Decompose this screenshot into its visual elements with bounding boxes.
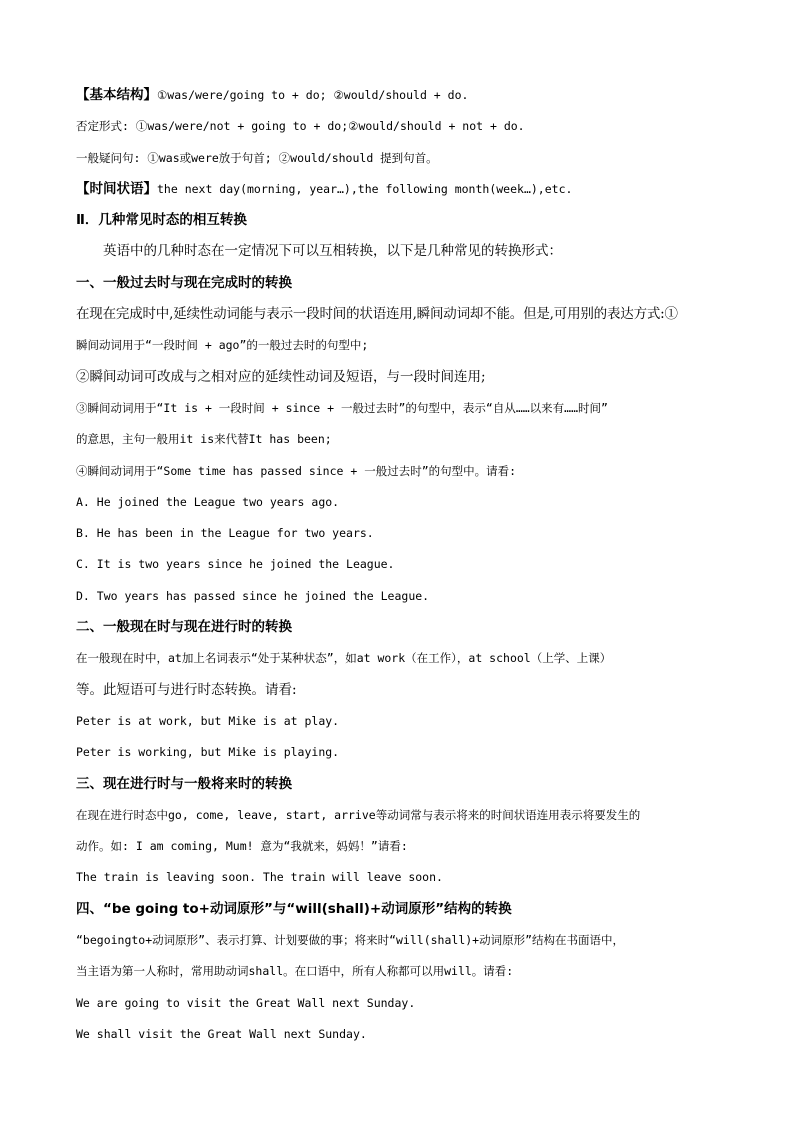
paragraph-3-line-1: 在现在进行时态中go, come, leave, start, arrive等动词常与表示将来的时间状语连用表示将要发生的	[76, 807, 641, 822]
paragraph-1-line-4: ③瞬间动词用于“It is + 一段时间 + since + 一般过去时”的句型中，表示“自从……以来有……时间”	[76, 400, 608, 415]
example-great-wall-1: We are going to visit the Great Wall next Sunday.	[76, 995, 416, 1010]
basic-structure-text: ①was/were/going to + do; ②would/should + do.	[157, 88, 469, 102]
subheading-3: 三、现在进行时与一般将来时的转换	[76, 775, 292, 792]
subheading-2: 二、一般现在时与现在进行时的转换	[76, 619, 292, 636]
time-adverbial-label: 【时间状语】	[76, 180, 157, 197]
basic-structure-label: 【基本结构】	[76, 87, 157, 103]
paragraph-2-line-2: 等。此短语可与进行时态转换。请看:	[76, 681, 297, 698]
example-b: B. He has been in the League for two years.	[76, 526, 374, 541]
document-page	[76, 80, 722, 1050]
subheading-4: 四、“be going to+动词原形”与“will(shall)+动词原形”结构的转换	[76, 900, 512, 917]
subheading-1: 一、一般过去时与现在完成时的转换	[76, 274, 292, 291]
time-adverbial-text: the next day(morning, year…),the following month(week…),etc.	[157, 181, 573, 196]
paragraph-1-line-6: ④瞬间动词用于“Some time has passed since + 一般过去时”的句型中。请看:	[76, 463, 517, 478]
question-form-line: 一般疑问句: ①was或were放于句首; ②would/should 提到句首。	[76, 150, 438, 165]
paragraph-2-line-1: 在一般现在时中，at加上名词表示“处于某种状态”，如at work（在工作），at school（上学、上课）	[76, 651, 612, 666]
paragraph-4-line-2: 当主语为第一人称时，常用助动词shall。在口语中，所有人称都可以用will。请看:	[76, 964, 514, 979]
paragraph-1-line-2: 瞬间动词用于“一段时间 + ago”的一般过去时的句型中;	[76, 338, 369, 353]
paragraph-4-line-1: “begoingto+动词原形”、表示打算、计划要做的事；将来时“will(shall)+动词原形”结构在书面语中，	[76, 933, 625, 948]
basic-structure-line	[76, 80, 722, 111]
paragraph-1-line-5: 的意思，主句一般用it is来代替It has been;	[76, 432, 332, 447]
intro-paragraph: 英语中的几种时态在一定情况下可以互相转换，以下是几种常见的转换形式：	[103, 243, 562, 260]
example-d: D. Two years has passed since he joined the League.	[76, 588, 430, 603]
example-train: The train is leaving soon. The train will leave soon.	[76, 870, 443, 885]
example-a: A. He joined the League two years ago.	[76, 494, 340, 509]
example-peter-2: Peter is working, but Mike is playing.	[76, 745, 340, 760]
example-c: C. It is two years since he joined the League.	[76, 557, 395, 572]
negative-form-line: 否定形式: ①was/were/not + going to + do;②would/should + not + do.	[76, 119, 525, 134]
example-peter-1: Peter is at work, but Mike is at play.	[76, 713, 340, 728]
section-heading-ii: Ⅱ．几种常见时态的相互转换	[76, 212, 247, 229]
example-great-wall-2: We shall visit the Great Wall next Sunday.	[76, 1026, 367, 1041]
paragraph-1-line-3: ②瞬间动词可改成与之相对应的延续性动词及短语，与一段时间连用;	[76, 368, 486, 385]
paragraph-1-line-1: 在现在完成时中,延续性动词能与表示一段时间的状语连用,瞬间动词却不能。但是,可用别的表达方式:①	[76, 306, 678, 323]
paragraph-3-line-2: 动作。如: I am coming, Mum! 意为“我就来，妈妈！”请看:	[76, 839, 408, 854]
time-adverbial-line	[76, 174, 722, 205]
